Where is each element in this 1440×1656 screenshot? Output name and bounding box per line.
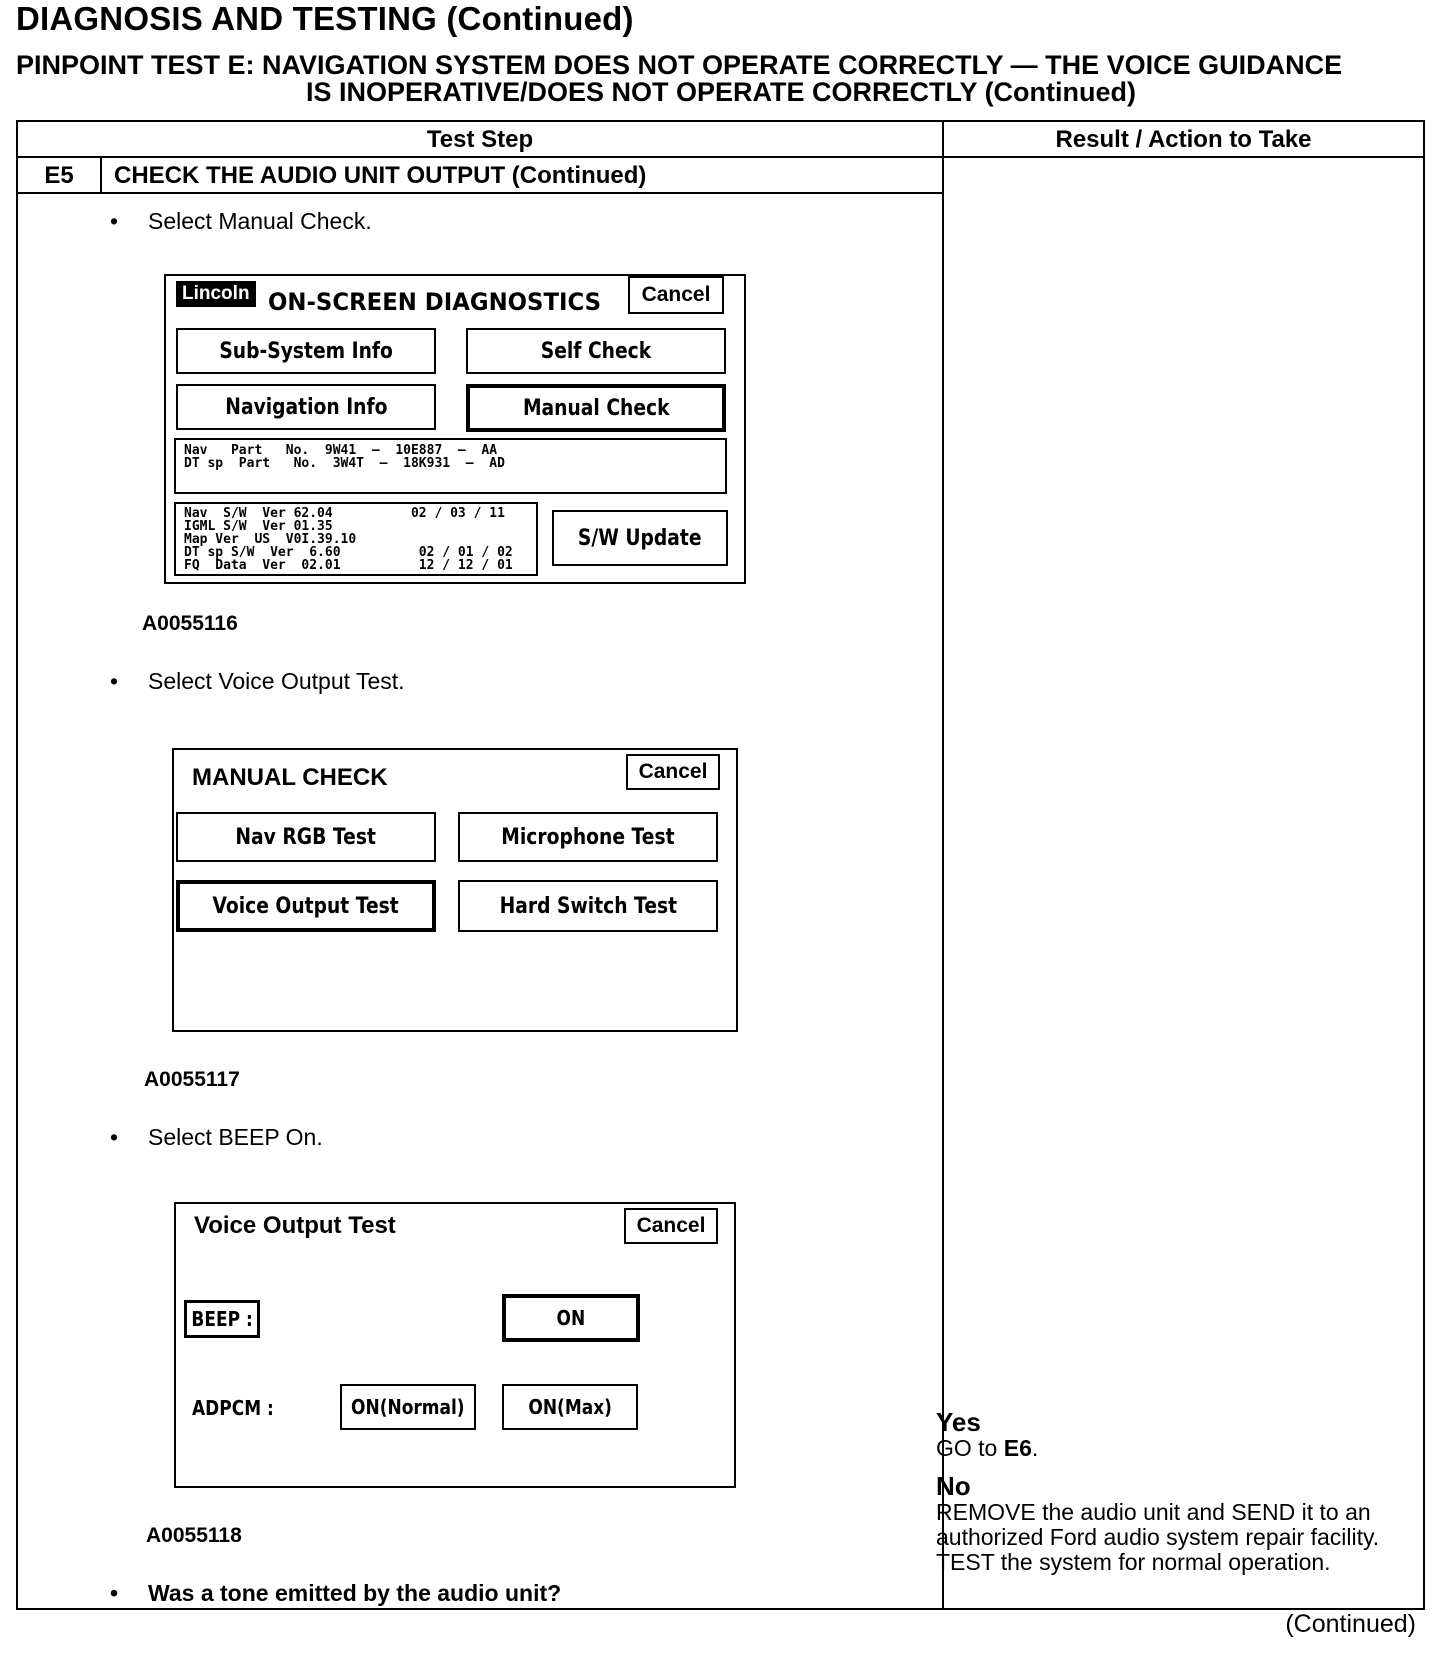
- yes-action: GO to E6.: [936, 1435, 1039, 1461]
- cancel-button[interactable]: Cancel: [628, 276, 724, 314]
- igml-sw-version: IGML S/W Ver 01.35: [184, 519, 333, 534]
- sub-system-info-button[interactable]: Sub-System Info: [176, 328, 436, 374]
- manual-check-panel: [172, 748, 738, 1032]
- nav-rgb-test-button[interactable]: Nav RGB Test: [176, 812, 436, 862]
- dtsp-sw-version: DT sp S/W Ver 6.60 02 / 01 / 02: [184, 545, 513, 560]
- step-id: E5: [18, 158, 102, 194]
- result-yes: [936, 1407, 1406, 1461]
- bullet-dot-icon: •: [110, 208, 119, 234]
- voice-output-test-button[interactable]: Voice Output Test: [176, 880, 436, 932]
- nav-part-number: Nav Part No. 9W41 – 10E887 – AA: [184, 443, 498, 458]
- yes-label: Yes: [936, 1407, 981, 1437]
- adpcm-on-normal-button[interactable]: ON(Normal): [340, 1384, 476, 1430]
- continued-label: (Continued): [1285, 1610, 1416, 1638]
- navigation-info-button[interactable]: Navigation Info: [176, 384, 436, 430]
- bullet-dot-icon: •: [110, 1124, 119, 1150]
- figure-id-2: A0055117: [144, 1068, 240, 1091]
- beep-label: BEEP :: [184, 1300, 260, 1338]
- manual-check-button[interactable]: Manual Check: [466, 384, 726, 432]
- no-action-test: TEST the system for normal operation.: [936, 1549, 1331, 1575]
- voice-output-test-panel: [174, 1202, 736, 1488]
- software-version-box: [174, 502, 538, 576]
- pinpoint-test-title: [16, 52, 1426, 106]
- cancel-button[interactable]: Cancel: [626, 754, 720, 790]
- step-title: CHECK THE AUDIO UNIT OUTPUT (Continued): [114, 162, 647, 189]
- manual-check-title: MANUAL CHECK: [192, 764, 388, 791]
- go-to-e6-link[interactable]: E6: [1003, 1435, 1032, 1461]
- no-label: No: [936, 1471, 971, 1501]
- adpcm-label: ADPCM :: [192, 1396, 274, 1420]
- beep-on-button[interactable]: ON: [502, 1294, 640, 1342]
- self-check-button[interactable]: Self Check: [466, 328, 726, 374]
- col-result: Result / Action to Take: [1055, 126, 1312, 153]
- figure-id-1: A0055116: [142, 612, 238, 635]
- column-divider: [942, 122, 944, 1608]
- hard-switch-test-button[interactable]: Hard Switch Test: [458, 880, 718, 932]
- dtsp-part-number: DT sp Part No. 3W4T – 18K931 – AD: [184, 456, 505, 471]
- map-version: Map Ver US V0I.39.10: [184, 532, 357, 547]
- lincoln-logo: Lincoln: [176, 281, 256, 307]
- no-action-remove: REMOVE the audio unit and SEND it to an authorized Ford audio system repair facility.: [936, 1499, 1380, 1550]
- figure-id-3: A0055118: [146, 1524, 242, 1547]
- cancel-button[interactable]: Cancel: [624, 1208, 718, 1244]
- part-number-box: [174, 438, 727, 494]
- sw-update-button[interactable]: S/W Update: [552, 510, 728, 566]
- nav-sw-version: Nav S/W Ver 62.04 02 / 03 / 11: [184, 506, 505, 521]
- pinpoint-title-line1: PINPOINT TEST E: NAVIGATION SYSTEM DOES NOT OPERATE CORRECTLY — THE VOICE GUIDANCE: [16, 50, 1343, 80]
- on-screen-diagnostics-panel: [164, 274, 746, 584]
- page-title: DIAGNOSIS AND TESTING (Continued): [16, 0, 634, 37]
- pinpoint-title-line2: IS INOPERATIVE/DOES NOT OPERATE CORRECTLY (Continued): [305, 77, 1137, 107]
- bullet-dot-icon: •: [110, 668, 119, 694]
- fq-data-version: FQ Data Ver 02.01 12 / 12 / 01: [184, 558, 513, 573]
- result-no: [936, 1471, 1406, 1575]
- col-test-step: Test Step: [426, 126, 534, 153]
- diagnostics-title: ON-SCREEN DIAGNOSTICS: [268, 288, 602, 316]
- bullet-dot-icon: •: [110, 1580, 119, 1606]
- adpcm-on-max-button[interactable]: ON(Max): [502, 1384, 638, 1430]
- voice-output-test-title: Voice Output Test: [194, 1212, 396, 1239]
- microphone-test-button[interactable]: Microphone Test: [458, 812, 718, 862]
